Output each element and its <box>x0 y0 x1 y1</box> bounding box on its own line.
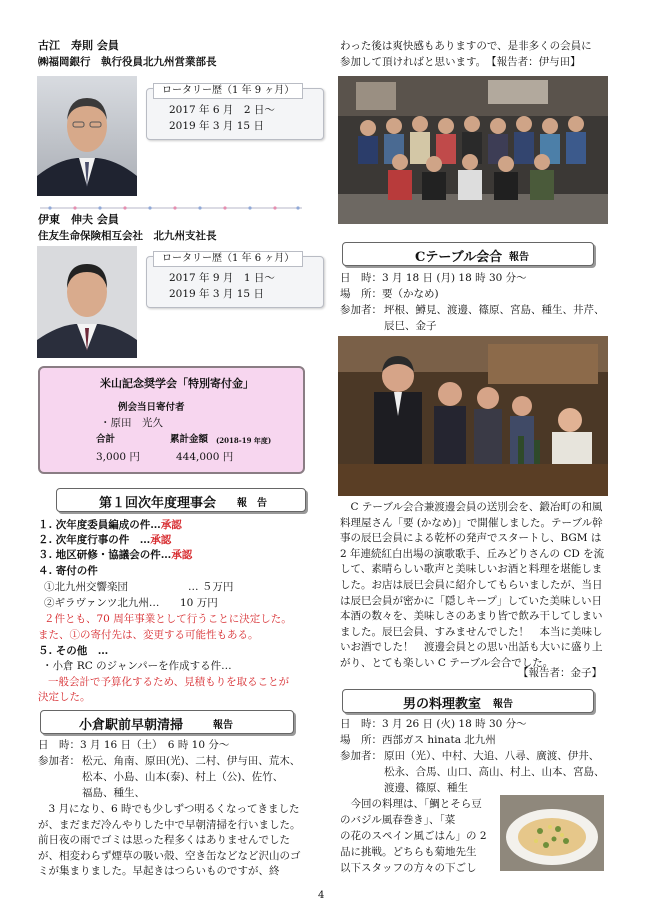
yoneyama-total-label: 合計 <box>96 434 116 445</box>
page-number: 4 <box>318 890 325 901</box>
cooking-dish-photo <box>500 795 604 871</box>
cleanup-title: 小倉駅前早朝清掃 <box>79 718 184 733</box>
cooking-place: 場 所：西部ガス hinata 北九州 <box>340 734 496 746</box>
board-item-2: ２. 次年度行事の件 …承認 <box>38 534 172 546</box>
board-item-5: ５. その他 … <box>38 645 109 657</box>
board-item-3: ３. 地区研修・協議会の件…承認 <box>38 549 193 561</box>
cooking-body-line-1: 今回の料理は、「鯛とそら豆 <box>340 798 482 810</box>
cleanup-participants-line-2: 松本、小島、山本(泰)、村上（公)、佐竹、 <box>82 771 284 783</box>
ctable-party-photo <box>338 336 608 496</box>
yoneyama-cumulative-note: (2018-19 年度) <box>216 436 272 445</box>
member2-photo <box>37 246 137 358</box>
cooking-body-line-5: 以下スタッフの方々の下ごし <box>340 862 477 874</box>
donation-2-amount: 10 万円 <box>180 597 218 609</box>
cooking-datetime: 日 時：3 月 26 日 (火) 18 時 30 分～ <box>340 718 527 730</box>
board-item-4: ４. 寄付の件 <box>38 565 98 577</box>
donation-2-name: ②ギラヴァンツ北九州… <box>44 597 160 609</box>
member1-company: ㈱福岡銀行 執行役員北九州営業部長 <box>38 56 217 68</box>
cooking-participants-line-2: 松永、合馬、山口、高山、村上、山本、宮島、 <box>384 766 605 778</box>
cooking-participants-label: 参加者： <box>340 750 382 762</box>
board-other: ・小倉 RC のジャンパーを作成する件… <box>42 660 232 672</box>
board-other-note-1: 一般会計で予算化するため、見積もりを取ることが <box>48 676 290 688</box>
member2-name: 伊東 伸夫 会員 <box>38 213 119 226</box>
cleanup-group-photo <box>338 76 608 224</box>
board-note-2: また、①の寄付先は、変更する可能性もある。 <box>38 629 259 641</box>
cleanup-section-header <box>40 710 294 734</box>
member1-history-title: ロータリー歴（1 年 9 ヶ月） <box>153 83 303 99</box>
board-section-header <box>56 488 306 512</box>
cleanup-report-label: 報告 <box>213 720 233 731</box>
cleanup-participants-line-3: 福島、種生、 <box>82 787 145 799</box>
member1-to: 2019 年 3 月 15 日 <box>169 120 264 132</box>
cooking-participants-line-1: 原田（光）、中村、大追、八尋、廣渡、伊井、 <box>384 750 600 762</box>
cleanup-participants-line-1: 松元、角南、原田(光)、二村、伊与田、荒木、 <box>82 755 301 767</box>
cooking-report-label: 報告 <box>493 699 513 710</box>
yoneyama-sub: 例会当日寄付者 <box>118 402 185 413</box>
cooking-section-header <box>342 689 594 713</box>
yoneyama-cumulative: 444,000 円 <box>176 451 234 463</box>
board-item-1: １. 次年度委員編成の件…承認 <box>38 519 182 531</box>
member1-name: 古江 寿則 会員 <box>38 39 119 52</box>
donation-1-name: ①北九州交響楽団 <box>44 581 128 593</box>
board-note-1: ２件とも、70 周年事業として行うことに決定した。 <box>44 613 292 625</box>
cleanup-continued-1: わった後は爽快感もありますので、是非多くの会員に <box>340 40 592 52</box>
cooking-title: 男の料理教室 <box>403 697 482 712</box>
ctable-body: C テーブル会合兼渡邊会員の送別会を、鍛冶町の和風料理屋さん「要 (かなめ)」で開催しました。テーブル幹事の辰巳会員による乾杯の発声でスタートし、BGM は 2 年連続紅白出場の演歌歌手、丘みどりさんの CD を流して、素晴らしい歌声と美味しいお酒と料理を堪能しました。お店は辰巳会員に紹介してもらいましたが、当日は辰巳会員が密かに「隠しキープ」していた美味しい日本酒の数々を、美味しさのあまり皆で飲み干してしまいました。辰巳会員、すみませんでした！ 本当に美味しいお酒でした！ 渡邊会員との思い出話も大いに盛り上がり、とても楽しい C テーブル会合でした。 <box>340 501 605 669</box>
ctable-participants-label: 参加者： <box>340 304 382 316</box>
cooking-participants-line-3: 渡邊、篠原、種生 <box>384 782 468 794</box>
member2-company: 住友生命保険相互会社 北九州支社長 <box>38 230 217 242</box>
ctable-section-header <box>342 242 594 266</box>
member1-photo <box>37 76 137 196</box>
member2-history-title: ロータリー歴（1 年 6 ヶ月） <box>153 251 303 267</box>
yoneyama-total: 3,000 円 <box>96 451 140 463</box>
ctable-report-label: 報告 <box>509 252 529 263</box>
member1-from: 2017 年 6 月 2 日～ <box>169 104 275 116</box>
yoneyama-title: 米山記念奨学会「特別寄付金」 <box>100 377 254 390</box>
cooking-body-line-3: の花のスペイン風ごはん」の 2 <box>340 830 487 842</box>
cleanup-datetime: 日 時：3 月 16 日（土） 6 時 10 分～ <box>38 739 230 751</box>
ctable-participants-line-2: 辰巳、金子 <box>384 320 437 332</box>
board-title: 第１回次年度理事会 <box>99 496 217 511</box>
ctable-datetime: 日 時：3 月 18 日 (月) 18 時 30 分～ <box>340 272 527 284</box>
cooking-body-line-4: 品に挑戦。どちらも菊地先生 <box>340 846 477 858</box>
board-report-label: 報 告 <box>237 498 267 509</box>
ctable-reporter: 【報告者：金子】 <box>518 667 602 679</box>
member2-from: 2017 年 9 月 1 日～ <box>169 272 275 284</box>
yoneyama-donor: ・原田 光久 <box>100 417 163 429</box>
ctable-participants-line-1: 坪根、鱒見、渡邊、篠原、宮島、種生、井芹、 <box>384 304 605 316</box>
yoneyama-cumulative-label: 累計金額 <box>170 434 209 445</box>
ctable-place: 場 所：要（かなめ) <box>340 288 439 300</box>
decorative-divider <box>40 199 302 211</box>
cleanup-participants-label: 参加者： <box>38 755 80 767</box>
board-other-note-2: 決定した。 <box>38 691 91 703</box>
member2-to: 2019 年 3 月 15 日 <box>169 288 264 300</box>
cooking-body-line-2: のバジル風春巻き」、「菜 <box>340 814 456 826</box>
cleanup-continued-2: 参加して頂ければと思います。 【報告者：伊与田】 <box>340 56 581 68</box>
cleanup-body: 3 月になり、6 時でも少しずつ明るくなってきましたが、まだまだ冷んやりした中で早朝清掃を行いました。前日夜の雨でゴミは思った程多くはありませんでしたが、相変わらず煙草の吸い殻、空き缶などなど沢山のゴミが集まりました。早起きはつらいものですが、終 <box>38 803 301 878</box>
member1-history-box <box>146 85 324 140</box>
ctable-title: Cテーブル会合 <box>415 250 503 265</box>
donation-1-amount: … ５万円 <box>188 581 234 593</box>
member2-history-box <box>146 253 324 308</box>
yoneyama-donation-box <box>38 366 305 474</box>
